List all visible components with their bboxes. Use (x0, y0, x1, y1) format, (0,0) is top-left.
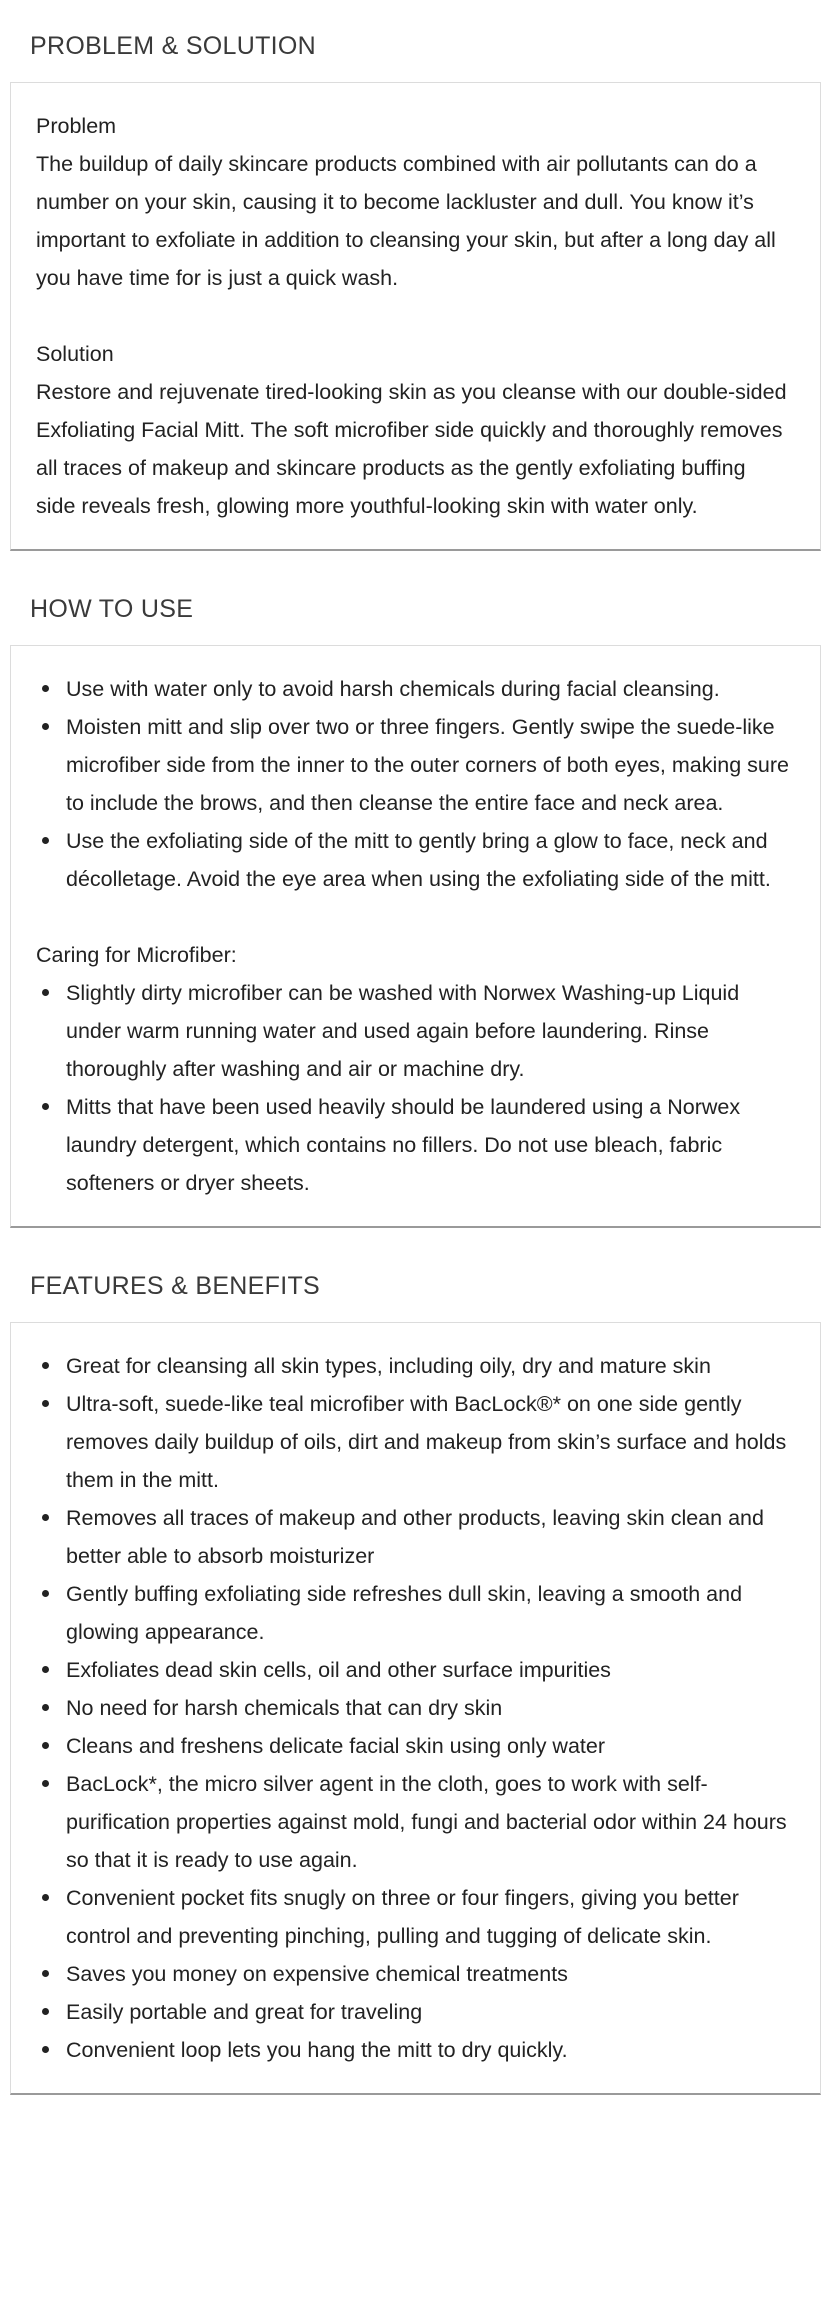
problem-solution-panel (10, 82, 821, 551)
list-item: Gently buffing exfoliating side refreshes dull skin, leaving a smooth and glowing appearance. (66, 1575, 790, 1651)
solution-label: Solution (36, 342, 114, 366)
list-item: Saves you money on expensive chemical treatments (66, 1955, 790, 1993)
spacer (36, 898, 790, 936)
list-item: Convenient loop lets you hang the mitt to dry quickly. (66, 2031, 790, 2069)
list-item: Mitts that have been used heavily should be laundered using a Norwex laundry detergent, which contains no fillers. Do not use bleach, fabric softeners or dryer sheets. (66, 1088, 790, 1202)
how-to-use-title: HOW TO USE (30, 595, 194, 623)
list-item: Use with water only to avoid harsh chemicals during facial cleansing. (66, 670, 790, 708)
problem-text: The buildup of daily skincare products combined with air pollutants can do a number on your skin, causing it to become lackluster and dull. You know it’s important to exfoliate in addition to cleansing your skin, but after a long day all you have time for is just a quick wash. (36, 152, 776, 290)
list-item: Removes all traces of makeup and other products, leaving skin clean and better able to absorb moisturizer (66, 1499, 790, 1575)
list-item: Moisten mitt and slip over two or three fingers. Gently swipe the suede-like microfiber side from the inner to the outer corners of both eyes, making sure to include the brows, and then cleanse the entire face and neck area. (66, 708, 790, 822)
problem-solution-title: PROBLEM & SOLUTION (30, 32, 317, 60)
spacer (36, 297, 790, 335)
list-item: Slightly dirty microfiber can be washed with Norwex Washing-up Liquid under warm running water and used again before laundering. Rinse thoroughly after washing and air or machine dry. (66, 974, 790, 1088)
problem-label: Problem (36, 114, 117, 138)
caring-list (36, 974, 790, 1202)
how-to-use-section (0, 585, 833, 1228)
list-item: Great for cleansing all skin types, including oily, dry and mature skin (66, 1347, 790, 1385)
problem-solution-section (0, 22, 833, 551)
list-item: Exfoliates dead skin cells, oil and other surface impurities (66, 1651, 790, 1689)
features-section (0, 1262, 833, 2095)
caring-label: Caring for Microfiber: (36, 943, 237, 967)
list-item: Cleans and freshens delicate facial skin using only water (66, 1727, 790, 1765)
how-to-use-panel (10, 645, 821, 1228)
list-item: Convenient pocket fits snugly on three or four fingers, giving you better control and preventing pinching, pulling and tugging of delicate skin. (66, 1879, 790, 1955)
features-panel (10, 1322, 821, 2095)
features-title: FEATURES & BENEFITS (30, 1272, 321, 1300)
list-item: BacLock*, the micro silver agent in the cloth, goes to work with self-purification properties against mold, fungi and bacterial odor within 24 hours so that it is ready to use again. (66, 1765, 790, 1879)
list-item: Use the exfoliating side of the mitt to gently bring a glow to face, neck and décolletage. Avoid the eye area when using the exfoliating side of the mitt. (66, 822, 790, 898)
features-list (36, 1347, 790, 2069)
list-item: Easily portable and great for traveling (66, 1993, 790, 2031)
list-item: Ultra-soft, suede-like teal microfiber with BacLock®* on one side gently removes daily buildup of oils, dirt and makeup from skin’s surface and holds them in the mitt. (66, 1385, 790, 1499)
solution-text: Restore and rejuvenate tired-looking skin as you cleanse with our double-sided Exfoliating Facial Mitt. The soft microfiber side quickly and thoroughly removes all traces of makeup and skincare products as the gently exfoliating buffing side reveals fresh, glowing more youthful-looking skin with water only. (36, 380, 787, 518)
list-item: No need for harsh chemicals that can dry skin (66, 1689, 790, 1727)
how-to-use-steps (36, 670, 790, 898)
